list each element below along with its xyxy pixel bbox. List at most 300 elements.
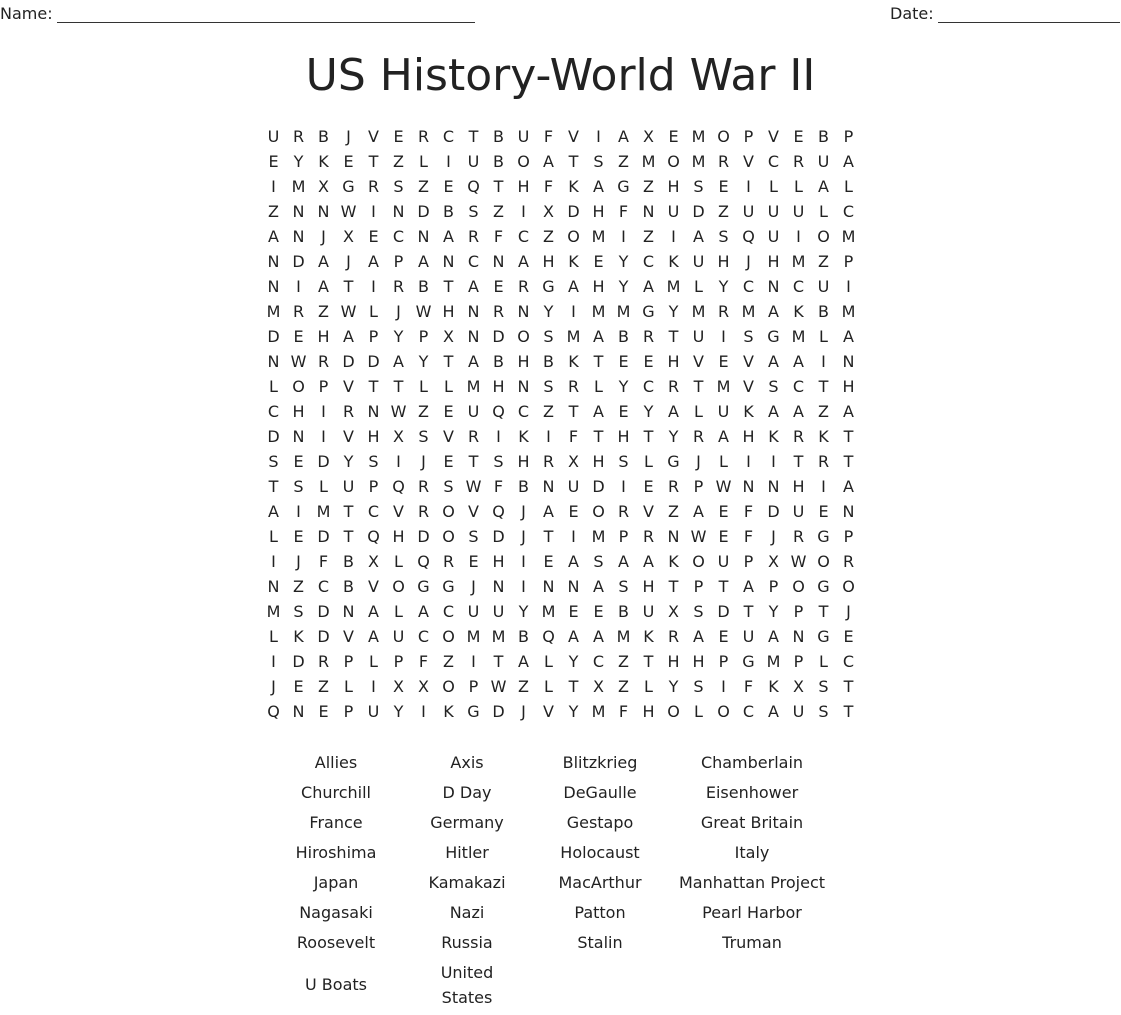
grid-letter[interactable]: L bbox=[544, 677, 553, 696]
grid-letter[interactable]: H bbox=[442, 302, 455, 321]
grid-letter[interactable]: O bbox=[717, 702, 730, 721]
grid-letter[interactable]: Y bbox=[543, 302, 554, 321]
grid-letter[interactable]: X bbox=[593, 677, 604, 696]
grid-letter[interactable]: R bbox=[342, 402, 355, 421]
grid-letter[interactable]: L bbox=[694, 277, 703, 296]
grid-letter[interactable]: Y bbox=[393, 327, 404, 346]
grid-letter[interactable]: S bbox=[543, 327, 554, 346]
grid-letter[interactable]: Q bbox=[267, 702, 280, 721]
grid-letter[interactable]: V bbox=[368, 577, 379, 596]
grid-letter[interactable]: A bbox=[368, 252, 379, 271]
grid-letter[interactable]: U bbox=[767, 227, 780, 246]
grid-letter[interactable]: N bbox=[517, 302, 530, 321]
grid-letter[interactable]: A bbox=[843, 327, 854, 346]
name-line[interactable] bbox=[57, 6, 475, 23]
grid-letter[interactable]: G bbox=[442, 577, 455, 596]
grid-letter[interactable]: H bbox=[617, 427, 630, 446]
grid-letter[interactable]: D bbox=[417, 202, 430, 221]
grid-letter[interactable]: V bbox=[568, 127, 579, 146]
grid-letter[interactable]: D bbox=[267, 327, 280, 346]
grid-letter[interactable]: N bbox=[392, 202, 405, 221]
grid-letter[interactable]: B bbox=[543, 352, 554, 371]
grid-letter[interactable]: N bbox=[842, 352, 855, 371]
grid-letter[interactable]: N bbox=[292, 702, 305, 721]
grid-letter[interactable]: J bbox=[396, 302, 401, 321]
grid-letter[interactable]: U bbox=[567, 477, 580, 496]
grid-letter[interactable]: P bbox=[743, 552, 754, 571]
grid-letter[interactable]: M bbox=[616, 627, 631, 646]
grid-letter[interactable]: O bbox=[717, 127, 730, 146]
grid-letter[interactable]: S bbox=[468, 202, 479, 221]
grid-letter[interactable]: J bbox=[421, 452, 426, 471]
grid-letter[interactable]: H bbox=[492, 377, 505, 396]
grid-letter[interactable]: L bbox=[769, 177, 778, 196]
grid-letter[interactable]: I bbox=[271, 177, 276, 196]
grid-letter[interactable]: Z bbox=[818, 402, 829, 421]
grid-letter[interactable]: L bbox=[819, 327, 828, 346]
grid-letter[interactable]: F bbox=[543, 127, 554, 146]
grid-letter[interactable]: I bbox=[846, 277, 851, 296]
grid-letter[interactable]: X bbox=[393, 677, 404, 696]
grid-letter[interactable]: R bbox=[692, 427, 705, 446]
grid-letter[interactable]: E bbox=[718, 627, 729, 646]
grid-letter[interactable]: Z bbox=[418, 177, 429, 196]
grid-letter[interactable]: S bbox=[293, 602, 304, 621]
grid-letter[interactable]: Y bbox=[343, 452, 354, 471]
grid-letter[interactable]: Y bbox=[393, 702, 404, 721]
grid-letter[interactable]: A bbox=[818, 177, 829, 196]
grid-letter[interactable]: J bbox=[746, 252, 751, 271]
grid-letter[interactable]: H bbox=[692, 652, 705, 671]
grid-letter[interactable]: O bbox=[567, 227, 580, 246]
grid-letter[interactable]: Y bbox=[618, 277, 629, 296]
grid-letter[interactable]: V bbox=[343, 427, 354, 446]
grid-letter[interactable]: B bbox=[618, 327, 629, 346]
date-field[interactable] bbox=[890, 4, 1120, 23]
grid-letter[interactable]: N bbox=[767, 477, 780, 496]
grid-letter[interactable]: E bbox=[618, 402, 629, 421]
grid-letter[interactable]: Z bbox=[643, 227, 654, 246]
date-line[interactable] bbox=[938, 6, 1120, 23]
grid-letter[interactable]: E bbox=[493, 277, 504, 296]
grid-letter[interactable]: F bbox=[618, 202, 629, 221]
grid-letter[interactable]: U bbox=[692, 327, 705, 346]
grid-letter[interactable]: Q bbox=[367, 527, 380, 546]
grid-letter[interactable]: M bbox=[841, 227, 856, 246]
grid-letter[interactable]: F bbox=[493, 227, 504, 246]
grid-letter[interactable]: Q bbox=[467, 177, 480, 196]
grid-letter[interactable]: T bbox=[343, 527, 354, 546]
grid-letter[interactable]: X bbox=[543, 202, 554, 221]
grid-letter[interactable]: O bbox=[792, 577, 805, 596]
grid-letter[interactable]: N bbox=[317, 202, 330, 221]
grid-letter[interactable]: U bbox=[792, 702, 805, 721]
grid-letter[interactable]: S bbox=[693, 677, 704, 696]
grid-letter[interactable]: S bbox=[618, 452, 629, 471]
grid-letter[interactable]: H bbox=[792, 477, 805, 496]
grid-letter[interactable]: A bbox=[443, 227, 454, 246]
grid-letter[interactable]: J bbox=[321, 227, 326, 246]
grid-letter[interactable]: R bbox=[842, 552, 855, 571]
grid-letter[interactable]: D bbox=[317, 527, 330, 546]
grid-letter[interactable]: G bbox=[417, 577, 430, 596]
grid-letter[interactable]: M bbox=[266, 602, 281, 621]
grid-letter[interactable]: H bbox=[317, 327, 330, 346]
grid-letter[interactable]: C bbox=[392, 227, 405, 246]
grid-letter[interactable]: L bbox=[819, 652, 828, 671]
grid-letter[interactable]: A bbox=[418, 252, 429, 271]
grid-letter[interactable]: P bbox=[743, 127, 754, 146]
grid-letter[interactable]: W bbox=[415, 302, 432, 321]
grid-letter[interactable]: D bbox=[492, 702, 505, 721]
grid-letter[interactable]: P bbox=[468, 677, 479, 696]
grid-letter[interactable]: A bbox=[468, 277, 479, 296]
grid-letter[interactable]: N bbox=[742, 477, 755, 496]
grid-letter[interactable]: A bbox=[518, 252, 529, 271]
grid-letter[interactable]: P bbox=[318, 377, 329, 396]
grid-letter[interactable]: N bbox=[417, 227, 430, 246]
grid-letter[interactable]: Y bbox=[618, 377, 629, 396]
grid-letter[interactable]: M bbox=[641, 152, 656, 171]
grid-letter[interactable]: K bbox=[793, 302, 804, 321]
grid-letter[interactable]: A bbox=[843, 152, 854, 171]
grid-letter[interactable]: R bbox=[567, 377, 580, 396]
grid-letter[interactable]: E bbox=[818, 502, 829, 521]
grid-letter[interactable]: A bbox=[693, 627, 704, 646]
grid-letter[interactable]: Z bbox=[543, 402, 554, 421]
grid-letter[interactable]: S bbox=[393, 177, 404, 196]
grid-letter[interactable]: X bbox=[568, 452, 579, 471]
grid-letter[interactable]: M bbox=[591, 227, 606, 246]
grid-letter[interactable]: S bbox=[768, 377, 779, 396]
grid-letter[interactable]: I bbox=[521, 552, 526, 571]
grid-letter[interactable]: K bbox=[668, 552, 679, 571]
grid-letter[interactable]: S bbox=[818, 702, 829, 721]
grid-letter[interactable]: Y bbox=[668, 302, 679, 321]
grid-letter[interactable]: N bbox=[342, 602, 355, 621]
grid-letter[interactable]: W bbox=[790, 552, 807, 571]
grid-letter[interactable]: E bbox=[443, 452, 454, 471]
grid-letter[interactable]: D bbox=[292, 652, 305, 671]
grid-letter[interactable]: L bbox=[694, 702, 703, 721]
grid-letter[interactable]: H bbox=[492, 552, 505, 571]
grid-letter[interactable]: E bbox=[718, 352, 729, 371]
grid-letter[interactable]: R bbox=[792, 527, 805, 546]
grid-letter[interactable]: I bbox=[371, 202, 376, 221]
grid-letter[interactable]: G bbox=[817, 527, 830, 546]
name-field[interactable] bbox=[0, 4, 475, 23]
grid-letter[interactable]: Y bbox=[568, 652, 579, 671]
grid-letter[interactable]: Z bbox=[618, 652, 629, 671]
grid-letter[interactable]: A bbox=[618, 127, 629, 146]
grid-letter[interactable]: H bbox=[542, 252, 555, 271]
grid-letter[interactable]: M bbox=[691, 152, 706, 171]
grid-letter[interactable]: M bbox=[791, 252, 806, 271]
grid-letter[interactable]: I bbox=[571, 527, 576, 546]
grid-letter[interactable]: A bbox=[768, 402, 779, 421]
grid-letter[interactable]: I bbox=[321, 402, 326, 421]
grid-letter[interactable]: N bbox=[792, 627, 805, 646]
grid-letter[interactable]: Y bbox=[518, 602, 529, 621]
grid-letter[interactable]: X bbox=[768, 552, 779, 571]
grid-letter[interactable]: H bbox=[392, 527, 405, 546]
grid-letter[interactable]: D bbox=[317, 452, 330, 471]
grid-letter[interactable]: Y bbox=[643, 402, 654, 421]
grid-letter[interactable]: H bbox=[292, 402, 305, 421]
grid-letter[interactable]: Z bbox=[493, 202, 504, 221]
grid-letter[interactable]: U bbox=[342, 477, 355, 496]
grid-letter[interactable]: L bbox=[719, 452, 728, 471]
grid-letter[interactable]: Z bbox=[443, 652, 454, 671]
grid-letter[interactable]: I bbox=[371, 277, 376, 296]
grid-letter[interactable]: A bbox=[843, 477, 854, 496]
grid-letter[interactable]: T bbox=[793, 452, 804, 471]
grid-letter[interactable]: A bbox=[718, 427, 729, 446]
grid-letter[interactable]: R bbox=[467, 427, 480, 446]
grid-letter[interactable]: N bbox=[767, 277, 780, 296]
grid-letter[interactable]: R bbox=[717, 302, 730, 321]
grid-letter[interactable]: U bbox=[492, 602, 505, 621]
grid-letter[interactable]: C bbox=[442, 602, 455, 621]
grid-letter[interactable]: Y bbox=[718, 277, 729, 296]
grid-letter[interactable]: L bbox=[594, 377, 603, 396]
grid-letter[interactable]: J bbox=[771, 527, 776, 546]
grid-letter[interactable]: N bbox=[567, 577, 580, 596]
grid-letter[interactable]: H bbox=[642, 702, 655, 721]
grid-letter[interactable]: S bbox=[418, 427, 429, 446]
grid-letter[interactable]: T bbox=[443, 352, 454, 371]
grid-letter[interactable]: U bbox=[267, 127, 280, 146]
grid-letter[interactable]: R bbox=[417, 127, 430, 146]
grid-letter[interactable]: N bbox=[517, 377, 530, 396]
grid-letter[interactable]: U bbox=[642, 602, 655, 621]
grid-letter[interactable]: A bbox=[368, 602, 379, 621]
grid-letter[interactable]: W bbox=[340, 302, 357, 321]
grid-letter[interactable]: S bbox=[618, 577, 629, 596]
grid-letter[interactable]: L bbox=[794, 177, 803, 196]
grid-letter[interactable]: V bbox=[368, 127, 379, 146]
grid-letter[interactable]: N bbox=[442, 252, 455, 271]
grid-letter[interactable]: I bbox=[671, 227, 676, 246]
grid-letter[interactable]: N bbox=[292, 202, 305, 221]
grid-letter[interactable]: J bbox=[271, 677, 276, 696]
grid-letter[interactable]: K bbox=[293, 627, 304, 646]
grid-letter[interactable]: N bbox=[842, 502, 855, 521]
grid-letter[interactable]: I bbox=[321, 427, 326, 446]
grid-letter[interactable]: C bbox=[642, 252, 655, 271]
grid-letter[interactable]: N bbox=[267, 352, 280, 371]
grid-letter[interactable]: M bbox=[466, 627, 481, 646]
grid-letter[interactable]: E bbox=[843, 627, 854, 646]
grid-letter[interactable]: M bbox=[666, 277, 681, 296]
grid-letter[interactable]: X bbox=[418, 677, 429, 696]
grid-letter[interactable]: M bbox=[691, 302, 706, 321]
grid-letter[interactable]: H bbox=[517, 177, 530, 196]
grid-letter[interactable]: T bbox=[493, 652, 504, 671]
grid-letter[interactable]: E bbox=[543, 552, 554, 571]
grid-letter[interactable]: E bbox=[468, 552, 479, 571]
grid-letter[interactable]: A bbox=[668, 402, 679, 421]
grid-letter[interactable]: I bbox=[821, 352, 826, 371]
grid-letter[interactable]: D bbox=[767, 502, 780, 521]
grid-letter[interactable]: O bbox=[392, 577, 405, 596]
grid-letter[interactable]: B bbox=[318, 127, 329, 146]
grid-letter[interactable]: T bbox=[643, 427, 654, 446]
grid-letter[interactable]: Z bbox=[318, 677, 329, 696]
grid-letter[interactable]: R bbox=[642, 527, 655, 546]
grid-letter[interactable]: X bbox=[443, 327, 454, 346]
grid-letter[interactable]: C bbox=[642, 377, 655, 396]
grid-letter[interactable]: R bbox=[442, 552, 455, 571]
grid-letter[interactable]: Z bbox=[518, 677, 529, 696]
grid-letter[interactable]: C bbox=[317, 577, 330, 596]
grid-letter[interactable]: M bbox=[291, 177, 306, 196]
grid-letter[interactable]: R bbox=[792, 427, 805, 446]
grid-letter[interactable]: L bbox=[269, 527, 278, 546]
grid-letter[interactable]: F bbox=[618, 702, 629, 721]
grid-letter[interactable]: H bbox=[592, 277, 605, 296]
grid-letter[interactable]: U bbox=[467, 602, 480, 621]
grid-letter[interactable]: Y bbox=[768, 602, 779, 621]
grid-letter[interactable]: H bbox=[667, 352, 680, 371]
grid-letter[interactable]: A bbox=[568, 552, 579, 571]
grid-letter[interactable]: E bbox=[643, 352, 654, 371]
grid-letter[interactable]: L bbox=[419, 377, 428, 396]
grid-letter[interactable]: N bbox=[492, 252, 505, 271]
grid-letter[interactable]: H bbox=[667, 652, 680, 671]
grid-letter[interactable]: C bbox=[842, 652, 855, 671]
grid-letter[interactable]: R bbox=[467, 227, 480, 246]
grid-letter[interactable]: S bbox=[468, 527, 479, 546]
grid-letter[interactable]: I bbox=[721, 327, 726, 346]
grid-letter[interactable]: D bbox=[317, 627, 330, 646]
grid-letter[interactable]: E bbox=[593, 252, 604, 271]
grid-letter[interactable]: P bbox=[793, 652, 804, 671]
grid-letter[interactable]: N bbox=[367, 402, 380, 421]
grid-letter[interactable]: M bbox=[716, 377, 731, 396]
grid-letter[interactable]: O bbox=[842, 577, 855, 596]
grid-letter[interactable]: P bbox=[843, 127, 854, 146]
grid-letter[interactable]: E bbox=[293, 677, 304, 696]
grid-letter[interactable]: I bbox=[796, 227, 801, 246]
grid-letter[interactable]: T bbox=[843, 677, 854, 696]
grid-letter[interactable]: D bbox=[492, 327, 505, 346]
grid-letter[interactable]: G bbox=[467, 702, 480, 721]
grid-letter[interactable]: L bbox=[394, 602, 403, 621]
grid-letter[interactable]: W bbox=[290, 352, 307, 371]
grid-letter[interactable]: D bbox=[417, 527, 430, 546]
grid-letter[interactable]: B bbox=[518, 627, 529, 646]
grid-letter[interactable]: Q bbox=[542, 627, 555, 646]
grid-letter[interactable]: S bbox=[368, 452, 379, 471]
grid-letter[interactable]: X bbox=[318, 177, 329, 196]
grid-letter[interactable]: A bbox=[843, 402, 854, 421]
grid-letter[interactable]: N bbox=[542, 477, 555, 496]
grid-letter[interactable]: Z bbox=[668, 502, 679, 521]
grid-letter[interactable]: A bbox=[768, 702, 779, 721]
grid-letter[interactable]: E bbox=[443, 177, 454, 196]
grid-letter[interactable]: G bbox=[817, 577, 830, 596]
grid-letter[interactable]: R bbox=[617, 502, 630, 521]
grid-letter[interactable]: F bbox=[318, 552, 329, 571]
grid-letter[interactable]: G bbox=[817, 627, 830, 646]
grid-letter[interactable]: B bbox=[343, 552, 354, 571]
grid-letter[interactable]: Y bbox=[618, 252, 629, 271]
grid-letter[interactable]: T bbox=[843, 702, 854, 721]
grid-letter[interactable]: D bbox=[592, 477, 605, 496]
grid-letter[interactable]: L bbox=[394, 552, 403, 571]
grid-letter[interactable]: Z bbox=[293, 577, 304, 596]
grid-letter[interactable]: M bbox=[316, 502, 331, 521]
grid-letter[interactable]: U bbox=[792, 502, 805, 521]
grid-letter[interactable]: P bbox=[693, 577, 704, 596]
grid-letter[interactable]: V bbox=[543, 702, 554, 721]
grid-letter[interactable]: O bbox=[517, 327, 530, 346]
grid-letter[interactable]: B bbox=[518, 477, 529, 496]
grid-letter[interactable]: P bbox=[368, 477, 379, 496]
grid-letter[interactable]: O bbox=[442, 527, 455, 546]
grid-letter[interactable]: G bbox=[542, 277, 555, 296]
grid-letter[interactable]: R bbox=[817, 452, 830, 471]
grid-letter[interactable]: O bbox=[442, 677, 455, 696]
grid-letter[interactable]: C bbox=[267, 402, 280, 421]
grid-letter[interactable]: S bbox=[293, 477, 304, 496]
grid-letter[interactable]: D bbox=[567, 202, 580, 221]
grid-letter[interactable]: S bbox=[493, 452, 504, 471]
grid-letter[interactable]: K bbox=[668, 252, 679, 271]
grid-letter[interactable]: L bbox=[844, 177, 853, 196]
grid-letter[interactable]: E bbox=[643, 477, 654, 496]
grid-letter[interactable]: W bbox=[340, 202, 357, 221]
grid-letter[interactable]: A bbox=[693, 502, 704, 521]
grid-letter[interactable]: S bbox=[818, 677, 829, 696]
grid-letter[interactable]: T bbox=[718, 577, 729, 596]
grid-letter[interactable]: N bbox=[267, 577, 280, 596]
grid-letter[interactable]: A bbox=[568, 627, 579, 646]
grid-letter[interactable]: J bbox=[296, 552, 301, 571]
grid-letter[interactable]: A bbox=[568, 277, 579, 296]
grid-letter[interactable]: N bbox=[492, 577, 505, 596]
grid-letter[interactable]: T bbox=[268, 477, 279, 496]
grid-letter[interactable]: K bbox=[818, 427, 829, 446]
grid-letter[interactable]: X bbox=[343, 227, 354, 246]
grid-letter[interactable]: V bbox=[443, 427, 454, 446]
grid-letter[interactable]: S bbox=[593, 152, 604, 171]
grid-letter[interactable]: B bbox=[493, 352, 504, 371]
grid-letter[interactable]: N bbox=[267, 252, 280, 271]
grid-letter[interactable]: I bbox=[746, 452, 751, 471]
grid-letter[interactable]: O bbox=[817, 552, 830, 571]
grid-letter[interactable]: M bbox=[616, 302, 631, 321]
grid-letter[interactable]: P bbox=[393, 652, 404, 671]
grid-letter[interactable]: U bbox=[717, 552, 730, 571]
grid-letter[interactable]: A bbox=[268, 227, 279, 246]
grid-letter[interactable]: T bbox=[343, 277, 354, 296]
grid-letter[interactable]: P bbox=[343, 652, 354, 671]
grid-letter[interactable]: M bbox=[566, 327, 581, 346]
grid-letter[interactable]: U bbox=[392, 627, 405, 646]
grid-letter[interactable]: U bbox=[767, 202, 780, 221]
grid-letter[interactable]: P bbox=[718, 652, 729, 671]
grid-letter[interactable]: J bbox=[471, 577, 476, 596]
grid-letter[interactable]: Z bbox=[418, 402, 429, 421]
grid-letter[interactable]: G bbox=[742, 652, 755, 671]
grid-letter[interactable]: U bbox=[367, 702, 380, 721]
grid-letter[interactable]: L bbox=[319, 477, 328, 496]
grid-letter[interactable]: I bbox=[446, 152, 451, 171]
grid-letter[interactable]: E bbox=[618, 352, 629, 371]
grid-letter[interactable]: Y bbox=[668, 427, 679, 446]
